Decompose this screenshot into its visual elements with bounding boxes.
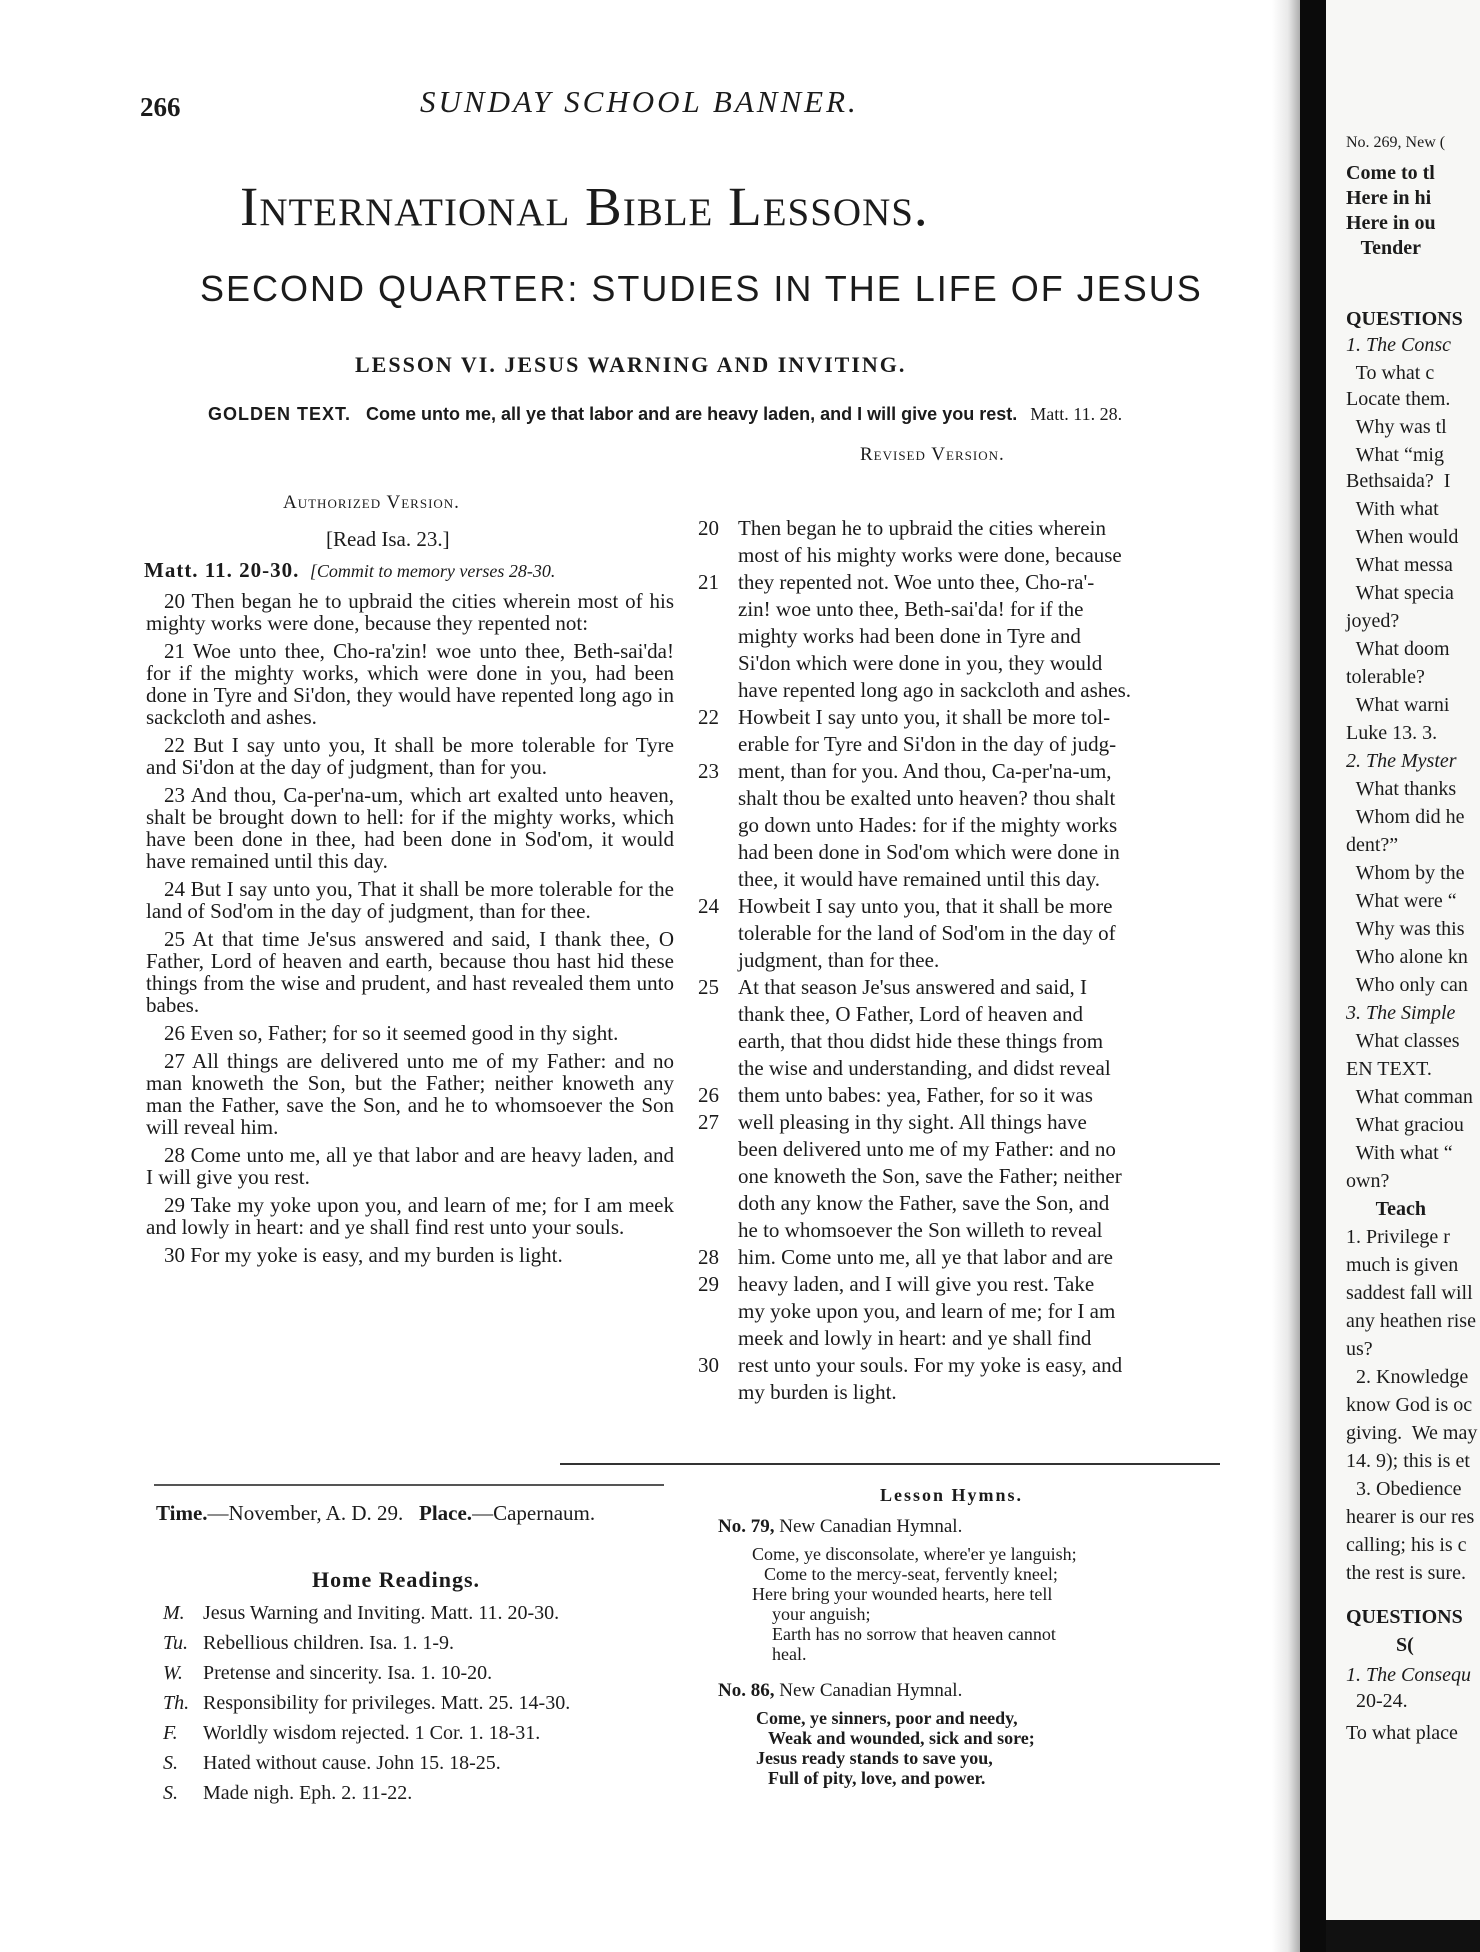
facing-page-line: Whom by the	[1346, 862, 1465, 884]
home-readings-list	[163, 1602, 683, 1812]
revised-line	[698, 1379, 1222, 1406]
golden-text-body: Come unto me, all ye that labor and are heavy laden, and I will give you rest.	[366, 404, 1018, 424]
revised-line	[698, 623, 1222, 650]
facing-page-line: What “mig	[1346, 444, 1444, 466]
revised-line-text: have repented long ago in sackcloth and ashes.	[738, 678, 1132, 702]
hymn-line: your anguish;	[772, 1604, 871, 1624]
facing-page-line: own?	[1346, 1170, 1390, 1192]
facing-page-line: EN TEXT.	[1346, 1058, 1432, 1080]
hymn-line: Come to the mercy-seat, fervently kneel;	[764, 1564, 1058, 1584]
hymn-number: No. 86,	[718, 1680, 775, 1701]
reading-item	[163, 1602, 683, 1632]
facing-page-line: Here in ou	[1346, 212, 1436, 234]
hymn-line: Come, ye sinners, poor and needy,	[756, 1708, 1018, 1728]
facing-page-line: us?	[1346, 1338, 1373, 1360]
verse-number: 25	[698, 975, 719, 999]
verse: 30 For my yoke is easy, and my burden is light.	[164, 1243, 563, 1267]
revised-line	[698, 1109, 1222, 1136]
reading-text: Rebellious children. Isa. 1. 1-9.	[203, 1632, 455, 1654]
reading-day: M.	[163, 1602, 185, 1624]
reading-text: Responsibility for privileges. Matt. 25. 14-30.	[203, 1692, 571, 1714]
facing-page-line: calling; his is c	[1346, 1534, 1467, 1556]
time-place	[156, 1496, 666, 1530]
revised-line	[698, 1136, 1222, 1163]
facing-page-line: hearer is our res	[1346, 1506, 1475, 1528]
revised-line-text: Si'don which were done in you, they would	[738, 651, 1103, 675]
facing-page	[1326, 0, 1480, 1952]
revised-line	[698, 947, 1222, 974]
verse: 26 Even so, Father; for so it seemed good in thy sight.	[164, 1021, 619, 1045]
facing-page-line: 2. Knowledge	[1346, 1366, 1469, 1388]
home-readings-heading: Home Readings.	[312, 1567, 480, 1592]
verse-number: 29	[698, 1272, 719, 1296]
revised-line-text: ment, than for you. And thou, Ca-per'na-um,	[738, 759, 1112, 783]
reading-day: Th.	[163, 1692, 190, 1714]
divider-rule	[154, 1484, 664, 1486]
golden-text	[208, 402, 1198, 427]
facing-page-line: What graciou	[1346, 1114, 1464, 1136]
revised-line	[698, 839, 1222, 866]
revised-line	[698, 1325, 1222, 1352]
page-number: 266	[140, 92, 181, 122]
facing-page-line: Who alone kn	[1346, 946, 1468, 968]
revised-line	[698, 1082, 1222, 1109]
running-head: SUNDAY SCHOOL BANNER.	[420, 84, 859, 119]
revised-line	[698, 758, 1222, 785]
revised-line	[698, 542, 1222, 569]
revised-line-text: zin! woe unto thee, Beth-sai'da! for if the	[738, 597, 1084, 621]
revised-line	[698, 704, 1222, 731]
verse-number: 20	[698, 516, 719, 540]
facing-page-line: What messa	[1346, 554, 1453, 576]
verse-number: 21	[698, 570, 719, 594]
revised-line-text: thee, it would have remained until this day.	[738, 867, 1100, 891]
facing-page-line: With what “	[1346, 1142, 1453, 1164]
revised-line	[698, 515, 1222, 542]
place-label: Place.	[419, 1501, 473, 1525]
quarter-subtitle: SECOND QUARTER: STUDIES IN THE LIFE OF JESUS	[200, 268, 1203, 309]
facing-page-line: 2. The Myster	[1346, 750, 1457, 772]
place-value: —Capernaum.	[472, 1501, 596, 1525]
facing-page-line: Tender	[1346, 237, 1422, 259]
book-spine	[1300, 0, 1326, 1952]
facing-page-line: QUESTIONS	[1346, 308, 1463, 330]
facing-page-line: What warni	[1346, 694, 1450, 716]
hymn-number: No. 79,	[718, 1516, 775, 1537]
facing-page-line: 1. Privilege r	[1346, 1226, 1450, 1248]
facing-page-line: tolerable?	[1346, 666, 1425, 688]
revised-line	[698, 785, 1222, 812]
reading-text: Jesus Warning and Inviting. Matt. 11. 20-30.	[203, 1602, 560, 1624]
hymn-line: heal.	[772, 1644, 807, 1664]
verse-number: 24	[698, 894, 719, 918]
passage-line	[144, 558, 555, 583]
facing-page-line: What were “	[1346, 890, 1457, 912]
verse-number: 22	[698, 705, 719, 729]
facing-page-line: saddest fall will	[1346, 1282, 1473, 1304]
facing-page-line: No. 269, New (	[1346, 134, 1446, 151]
revised-line	[698, 812, 1222, 839]
revised-line-text: earth, that thou didst hide these things from	[738, 1029, 1104, 1053]
revised-line	[698, 1271, 1222, 1298]
revised-line	[698, 866, 1222, 893]
reading-item	[163, 1782, 683, 1812]
hymn-verse	[752, 1544, 1077, 1664]
verse: 21 Woe unto thee, Cho-ra'zin! woe unto thee, Beth-sai'da! for if the mighty works, which were done in you, had been done in Tyre and Si'don, they would have repented long ago in sackcloth and ashes.	[146, 639, 674, 729]
hymn-reference	[718, 1516, 962, 1538]
revised-line	[698, 650, 1222, 677]
facing-page-line: 1. The Consc	[1346, 334, 1451, 356]
facing-page-line: When would	[1346, 526, 1459, 548]
hymn-book: New Canadian Hymnal.	[779, 1680, 963, 1701]
revised-line	[698, 1190, 1222, 1217]
revised-line-text: one knoweth the Son, save the Father; neither	[738, 1164, 1122, 1188]
hymn-book: New Canadian Hymnal.	[779, 1516, 963, 1537]
revised-line	[698, 920, 1222, 947]
lesson-title: LESSON VI. JESUS WARNING AND INVITING.	[355, 352, 907, 377]
facing-page-line: What classes	[1346, 1030, 1460, 1052]
revised-line-text: Howbeit I say unto you, that it shall be more	[738, 894, 1113, 918]
revised-line-text: shalt thou be exalted unto heaven? thou shalt	[738, 786, 1116, 810]
hymn-verse	[756, 1708, 1035, 1788]
facing-page-line: 3. The Simple	[1346, 1002, 1456, 1024]
revised-line	[698, 731, 1222, 758]
divider-rule	[560, 1463, 1220, 1465]
revised-verses	[698, 515, 1222, 1406]
time-label: Time.	[156, 1501, 208, 1525]
hymn-line: Jesus ready stands to save you,	[756, 1748, 993, 1768]
revised-line-text: doth any know the Father, save the Son, and	[738, 1191, 1110, 1215]
revised-line	[698, 1028, 1222, 1055]
revised-line	[698, 1298, 1222, 1325]
facing-page-line: What specia	[1346, 582, 1454, 604]
facing-page-line: To what c	[1346, 362, 1435, 384]
hymn-reference	[718, 1680, 962, 1702]
revised-line-text: they repented not. Woe unto thee, Cho-ra'-	[738, 570, 1095, 594]
passage-reference: Matt. 11. 20-30.	[144, 558, 300, 582]
verse: 25 At that time Je'sus answered and said, I thank thee, O Father, Lord of heaven and earth, because thou hast hid these things from the wise and prudent, and hast revealed them unto babes.	[146, 927, 674, 1017]
revised-line-text: my yoke upon you, and learn of me; for I am	[738, 1299, 1116, 1323]
verse: 20 Then began he to upbraid the cities wherein most of his mighty works were done, because they repented not:	[146, 589, 674, 635]
verse: 22 But I say unto you, It shall be more tolerable for Tyre and Si'don at the day of judgment, than for you.	[146, 733, 674, 779]
revised-line	[698, 1001, 1222, 1028]
revised-line	[698, 1163, 1222, 1190]
hymn-line: Earth has no sorrow that heaven cannot	[772, 1624, 1056, 1644]
facing-page-line: 14. 9); this is et	[1346, 1450, 1470, 1472]
commit-note: [Commit to memory verses 28-30.	[309, 561, 556, 581]
facing-page-line: Who only can	[1346, 974, 1468, 996]
revised-version-heading: Revised Version.	[860, 444, 1005, 465]
revised-line-text: had been done in Sod'om which were done in	[738, 840, 1120, 864]
revised-line-text: mighty works had been done in Tyre and	[738, 624, 1081, 648]
facing-page-line: Come to tl	[1346, 162, 1435, 184]
revised-line-text: well pleasing in thy sight. All things have	[738, 1110, 1087, 1134]
facing-page-line: any heathen rise	[1346, 1310, 1476, 1332]
page-edge-shadow	[1326, 1920, 1480, 1952]
verse-number: 28	[698, 1245, 719, 1269]
facing-page-line: Luke 13. 3.	[1346, 722, 1438, 744]
facing-page-line: To what place	[1346, 1722, 1458, 1744]
revised-line-text: him. Come unto me, all ye that labor and are	[738, 1245, 1113, 1269]
revised-line-text: them unto babes: yea, Father, for so it was	[738, 1083, 1093, 1107]
read-reference: [Read Isa. 23.]	[326, 527, 450, 551]
revised-line-text: tolerable for the land of Sod'om in the day of	[738, 921, 1116, 945]
revised-line-text: At that season Je'sus answered and said, I	[738, 975, 1088, 999]
facing-page-line: dent?”	[1346, 834, 1399, 856]
revised-line	[698, 1352, 1222, 1379]
revised-line	[698, 596, 1222, 623]
hymn-line: Weak and wounded, sick and sore;	[768, 1728, 1035, 1748]
facing-page-line: S(	[1346, 1634, 1414, 1656]
revised-line	[698, 893, 1222, 920]
facing-page-line: With what	[1346, 498, 1439, 520]
reading-day: S.	[163, 1782, 178, 1804]
facing-page-line: Here in hi	[1346, 187, 1432, 209]
reading-day: F.	[163, 1722, 178, 1744]
authorized-version-heading: Authorized Version.	[283, 492, 460, 513]
facing-page-line: much is given	[1346, 1254, 1459, 1276]
verse-number: 26	[698, 1083, 719, 1107]
verse-number: 23	[698, 759, 719, 783]
facing-page-line: joyed?	[1346, 610, 1400, 632]
golden-text-label: GOLDEN TEXT.	[208, 404, 352, 424]
facing-page-line: Teach	[1346, 1198, 1427, 1220]
facing-page-line: 3. Obedience	[1346, 1478, 1462, 1500]
lesson-hymns-heading: Lesson Hymns.	[880, 1485, 1024, 1505]
facing-page-line: 1. The Consequ	[1346, 1664, 1471, 1686]
facing-page-line: Locate them.	[1346, 388, 1451, 410]
reading-day: W.	[163, 1662, 183, 1684]
reading-item	[163, 1722, 683, 1752]
revised-line-text: thank thee, O Father, Lord of heaven and	[738, 1002, 1083, 1026]
revised-line-text: heavy laden, and I will give you rest. Take	[738, 1272, 1095, 1296]
facing-page-line: What comman	[1346, 1086, 1473, 1108]
revised-line-text: Then began he to upbraid the cities wherein	[738, 516, 1106, 540]
facing-page-line: Why was tl	[1346, 416, 1447, 438]
revised-line	[698, 1217, 1222, 1244]
reading-day: Tu.	[163, 1632, 189, 1654]
facing-page-line: Whom did he	[1346, 806, 1465, 828]
verse: 27 All things are delivered unto me of my Father: and no man knoweth the Son, but the Father; neither knoweth any man the Father, save the Son, and he to whomsoever the Son will reveal him.	[146, 1049, 674, 1139]
reading-item	[163, 1752, 683, 1782]
verse: 24 But I say unto you, That it shall be more tolerable for the land of Sod'om in the day of judgment, than for thee.	[146, 877, 674, 923]
hymn-line: Full of pity, love, and power.	[768, 1768, 986, 1788]
revised-line-text: go down unto Hades: for if the mighty works	[738, 813, 1118, 837]
facing-page-line: What doom	[1346, 638, 1450, 660]
facing-page-line: What thanks	[1346, 778, 1457, 800]
facing-page-line: 20-24.	[1346, 1690, 1408, 1712]
revised-line	[698, 677, 1222, 704]
revised-line-text: my burden is light.	[738, 1380, 897, 1404]
facing-page-line: the rest is sure.	[1346, 1562, 1466, 1584]
hymn-line: Come, ye disconsolate, where'er ye languish;	[752, 1544, 1077, 1564]
reading-text: Worldly wisdom rejected. 1 Cor. 1. 18-31.	[203, 1722, 541, 1744]
reading-text: Hated without cause. John 15. 18-25.	[203, 1752, 501, 1774]
revised-line	[698, 1055, 1222, 1082]
revised-line-text: Howbeit I say unto you, it shall be more tol-	[738, 705, 1111, 729]
reading-text: Pretense and sincerity. Isa. 1. 10-20.	[203, 1662, 493, 1684]
verse: 29 Take my yoke upon you, and learn of me; for I am meek and lowly in heart: and ye shall find rest unto your souls.	[146, 1193, 674, 1239]
revised-line	[698, 974, 1222, 1001]
revised-line-text: the wise and understanding, and didst reveal	[738, 1056, 1111, 1080]
revised-line-text: rest unto your souls. For my yoke is easy, and	[738, 1353, 1123, 1377]
reading-text: Made nigh. Eph. 2. 11-22.	[203, 1782, 413, 1804]
time-value: —November, A. D. 29.	[207, 1501, 404, 1525]
facing-page-line: know God is oc	[1346, 1394, 1473, 1416]
facing-page-line: Why was this	[1346, 918, 1465, 940]
revised-line-text: most of his mighty works were done, because	[738, 543, 1122, 567]
verse: 23 And thou, Ca-per'na-um, which art exalted unto heaven, shalt be brought down to hell: for if the mighty works, which have been done in thee, had been done in Sod'om, it would have remained until this day.	[146, 783, 674, 873]
reading-item	[163, 1632, 683, 1662]
verse-number: 30	[698, 1353, 719, 1377]
revised-line-text: meek and lowly in heart: and ye shall find	[738, 1326, 1092, 1350]
reading-item	[163, 1692, 683, 1722]
revised-line	[698, 1244, 1222, 1271]
page-title: International Bible Lessons.	[240, 176, 929, 237]
revised-line	[698, 569, 1222, 596]
golden-text-reference: Matt. 11. 28.	[1030, 404, 1123, 424]
revised-line-text: judgment, than for thee.	[738, 948, 940, 972]
facing-page-line: QUESTIONS	[1346, 1606, 1463, 1628]
reading-day: S.	[163, 1752, 178, 1774]
revised-line-text: he to whomsoever the Son willeth to reveal	[738, 1218, 1103, 1242]
hymn-line: Here bring your wounded hearts, here tell	[752, 1584, 1053, 1604]
revised-line-text: been delivered unto me of my Father: and no	[738, 1137, 1116, 1161]
reading-item	[163, 1662, 683, 1692]
verse-number: 27	[698, 1110, 719, 1134]
facing-page-line: Bethsaida? I	[1346, 470, 1451, 492]
facing-page-line: giving. We may	[1346, 1422, 1478, 1444]
authorized-verses	[146, 590, 674, 1272]
verse: 28 Come unto me, all ye that labor and are heavy laden, and I will give you rest.	[146, 1143, 674, 1189]
revised-line-text: erable for Tyre and Si'don in the day of judg-	[738, 732, 1117, 756]
